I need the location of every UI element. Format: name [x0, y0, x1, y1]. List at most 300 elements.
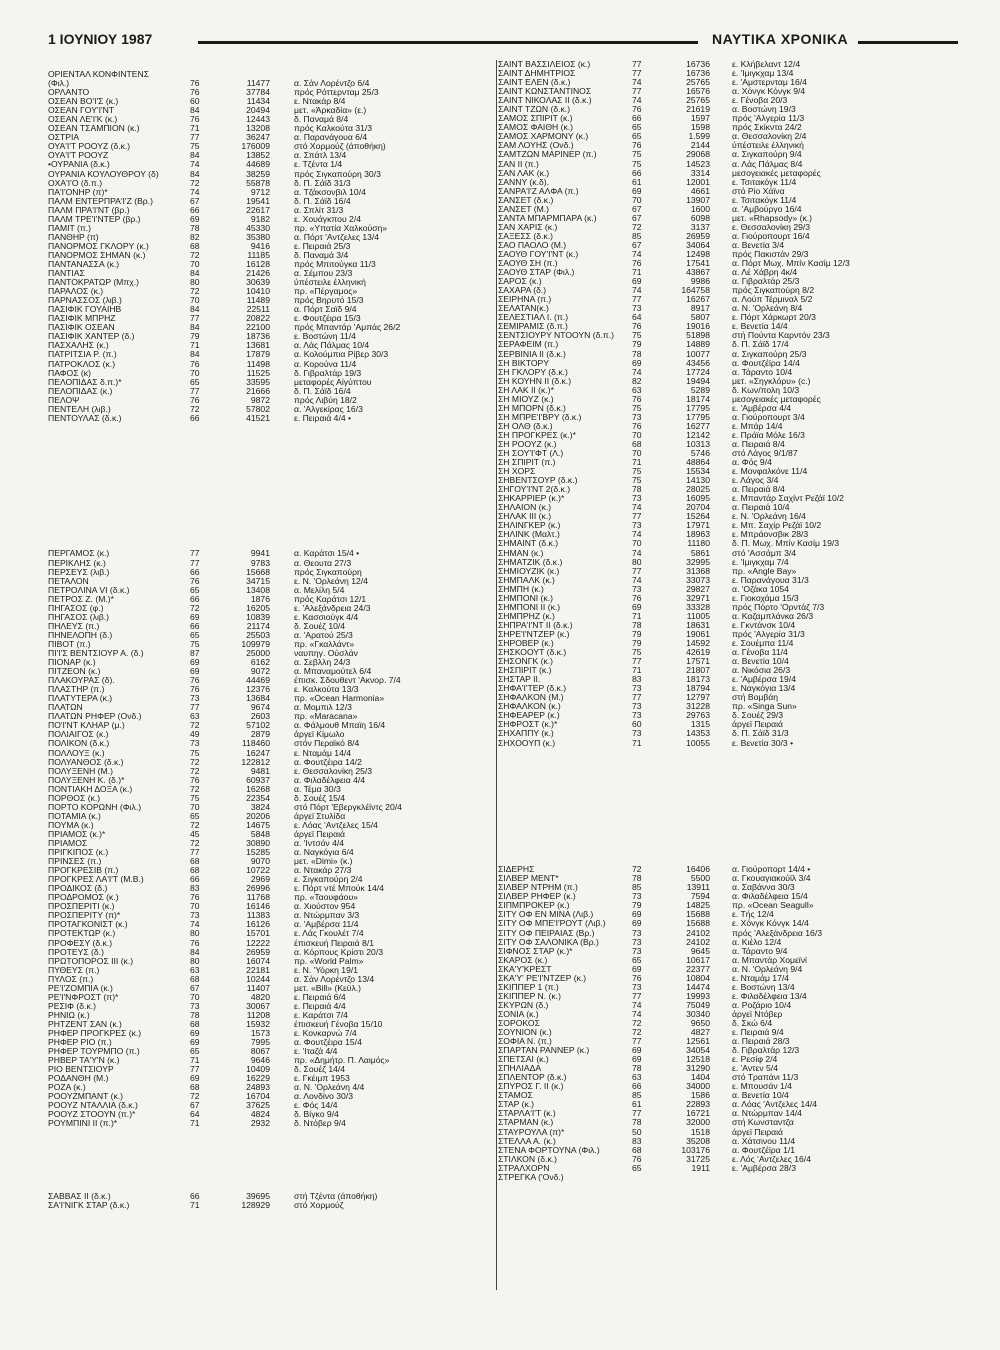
ship-status: ε. Μονφαλκόνε 11/4 — [732, 467, 808, 477]
gross-tonnage: 21426 — [246, 269, 270, 279]
ship-entry-row — [48, 984, 488, 993]
ship-entry-row — [48, 531, 488, 540]
ship-status: ε. Καράτσι 7/4 — [294, 1010, 348, 1020]
gross-tonnage: 11477 — [246, 79, 270, 89]
ship-name: ΣΑΟΥΘ ΣΤΑΡ (Φιλ.) — [498, 268, 575, 278]
ship-name: ΣΤΑΡ (κ.) — [498, 1100, 535, 1110]
build-year — [632, 811, 666, 820]
build-year: 63 — [632, 1073, 642, 1083]
gross-tonnage: 16721 — [686, 1109, 710, 1119]
gross-tonnage: 21807 — [686, 666, 710, 676]
gross-tonnage: 29763 — [686, 711, 710, 721]
ship-entry-row — [48, 1074, 488, 1083]
ship-name: ΡΗΝΙΩ (κ.) — [48, 1010, 90, 1020]
ship-status: ε. Ρεσίφ 2/4 — [732, 1055, 778, 1065]
ship-name: ΠΕΤΡΟΛΙΝΑ VI (δ.κ.) — [48, 585, 130, 595]
build-year — [190, 495, 224, 504]
build-year — [190, 1174, 224, 1183]
ship-entry-row — [48, 79, 488, 88]
ship-name: ΠΟΛΥΞΕΝΗ (Μ.) — [48, 766, 113, 776]
ship-status — [732, 829, 954, 838]
ship-status: α. Θεσσαλονίκη 2/4 — [732, 132, 807, 142]
gross-tonnage: 20822 — [246, 314, 270, 324]
ship-list-right-column — [498, 60, 954, 1182]
ship-name: ΣΗΜΠΟΝΙ (κ.) — [498, 593, 553, 603]
ship-entry-row — [498, 1010, 954, 1019]
build-year: 84 — [190, 350, 200, 360]
gross-tonnage: 16736 — [686, 60, 710, 69]
ship-name: ΣΑΒΒΑΣ II (δ.κ.) — [48, 1191, 111, 1201]
ship-entry-row — [48, 730, 488, 739]
build-year: 69 — [632, 964, 642, 974]
build-year: 84 — [190, 269, 200, 279]
ship-status: ε. Νταμάμ 17/4 — [732, 973, 790, 983]
ship-status: ε. Γκέιμπ 1953 — [294, 1074, 350, 1084]
ship-name: ΟΣΤΡΙΑ — [48, 133, 80, 143]
ship-name: ΠΟ'Ι'ΝΤ ΚΛΗΑΡ (μ.) — [48, 721, 125, 731]
gross-tonnage: 1.599 — [688, 132, 710, 142]
ship-status: α. Σπάτλ 13/4 — [294, 151, 347, 161]
ship-entry-row — [498, 205, 954, 214]
build-year: 83 — [190, 884, 200, 894]
ship-status: α. Τζάκσονβιλ 10/4 — [294, 187, 366, 197]
gross-tonnage: 9070 — [250, 857, 270, 867]
build-year: 69 — [632, 358, 642, 368]
ship-entry-row — [498, 974, 954, 983]
ship-entry-row — [498, 521, 954, 530]
gross-tonnage: 19541 — [246, 196, 270, 206]
ship-entry-row — [48, 1174, 488, 1183]
ship-name: ΣΑΟ ΠΑΟΛΟ (Μ.) — [498, 240, 567, 250]
ship-status: δ. Κων/πολη 10/3 — [732, 385, 800, 395]
gross-tonnage — [224, 540, 294, 549]
ship-status: στή Τζέντα (άποθήκη) — [294, 1191, 378, 1201]
build-year: 76 — [632, 141, 642, 151]
build-year: 76 — [632, 322, 642, 332]
ship-name — [48, 423, 190, 432]
ship-name: ΣΑΟΥΘ ΣΗ (π.) — [498, 259, 558, 269]
build-year — [190, 468, 224, 477]
ship-status: άργεϊ Πειραιά — [732, 1127, 783, 1137]
ship-name: ΟΥΑ'Ι'Τ ΡΟΟΥΖ — [48, 151, 109, 161]
ship-name: ΣΠΗΛΙΑΔΑ — [498, 1064, 542, 1074]
gross-tonnage: 14889 — [686, 340, 710, 350]
ship-name: ΣΗ ΜΠΡΕ'Ι'ΒΡΥ (δ.κ.) — [498, 412, 582, 422]
ship-name — [48, 450, 190, 459]
ship-name: ΠΛΑΣΤΗΡ (π.) — [48, 685, 105, 695]
ship-status — [294, 504, 488, 513]
build-year — [632, 775, 666, 784]
gross-tonnage: 20704 — [686, 503, 710, 513]
gross-tonnage: 16267 — [686, 295, 710, 305]
build-year: 66 — [190, 413, 200, 423]
ship-status: ε. Χουάγκπου 2/4 — [294, 214, 362, 224]
ship-status: ε. Τζέντα 1/4 — [294, 160, 343, 170]
ship-entry-row — [498, 277, 954, 286]
ship-entry-row — [498, 96, 954, 105]
ship-status: α. Χόνγκ Κόνγκ 9/4 — [732, 87, 806, 97]
gross-tonnage: 36247 — [246, 133, 270, 143]
ship-name: ΡΟΟΥΖ ΣΤΟΟΥΝ (π.)* — [48, 1110, 136, 1120]
ship-name: ΣΤΕΝΑ ΦΟΡΤΟΥΝΑ (Φιλ.) — [498, 1145, 600, 1155]
page-header — [0, 0, 1000, 50]
ship-name — [498, 856, 632, 865]
ship-entry-row — [48, 685, 488, 694]
ship-entry-row — [48, 124, 488, 133]
ship-entry-row — [48, 142, 488, 151]
ship-name — [498, 793, 632, 802]
ship-status: α. Ντώρμπαν 14/4 — [732, 1109, 802, 1119]
gross-tonnage: 4824 — [250, 1110, 270, 1120]
ship-name — [48, 432, 190, 441]
ship-name: ΠΡΙΝΣΕΣ (π.) — [48, 857, 102, 867]
gross-tonnage: 33073 — [686, 575, 710, 585]
ship-entry-row — [48, 1183, 488, 1192]
ship-entry-row — [48, 314, 488, 323]
ship-status: στή Βομβάη — [732, 693, 779, 703]
gross-tonnage: 15534 — [686, 467, 710, 477]
ship-entry-row — [498, 241, 954, 250]
ship-status — [732, 793, 954, 802]
build-year: 75 — [190, 793, 200, 803]
ship-status — [294, 1147, 488, 1156]
gross-tonnage: 22893 — [686, 1100, 710, 1110]
ship-entry-row — [498, 458, 954, 467]
ship-entry-row — [48, 513, 488, 522]
ship-entry-row — [48, 694, 488, 703]
ship-status: ε. Πόρτ Χάρκωρτ 20/3 — [732, 313, 816, 323]
ship-entry-row — [498, 1028, 954, 1037]
ship-status: α. Φός 9/4 — [732, 458, 772, 468]
gross-tonnage: 4827 — [690, 1028, 710, 1038]
build-year: 78 — [632, 620, 642, 630]
gross-tonnage: 11005 — [686, 611, 710, 621]
ship-status: ε. Θεσσαλονίκη 29/3 — [732, 222, 811, 232]
build-year: 76 — [190, 395, 200, 405]
ship-status: α. Σιγκαπούρη 9/4 — [732, 150, 802, 160]
build-year: 72 — [632, 865, 642, 875]
ship-name: ΣΠΛΕΝΤΟΡ (δ.κ.) — [498, 1073, 567, 1083]
gross-tonnage: 44469 — [246, 676, 270, 686]
build-year: 73 — [632, 729, 642, 739]
ship-entry-row — [48, 631, 488, 640]
ship-entry-row — [48, 70, 488, 79]
ship-entry-row — [48, 206, 488, 215]
ship-status: α. Νικόσια 26/3 — [732, 666, 791, 676]
build-year: 50 — [632, 1127, 642, 1137]
ship-entry-row — [48, 160, 488, 169]
gross-tonnage: 16576 — [686, 87, 710, 97]
ship-status: α. Σάν Λορέντζο 6/4 — [294, 79, 370, 89]
build-year: 77 — [632, 1037, 642, 1047]
ship-status: πρ. «Υπατία Χαλκούση» — [294, 223, 388, 233]
ship-entry-row — [498, 1128, 954, 1137]
column-divider — [496, 60, 497, 1290]
gross-tonnage: 20494 — [246, 106, 270, 116]
ship-name: ΣΕΛΕΣΤΙΑΛ Ι. (π.) — [498, 313, 569, 323]
ship-name: ΟΣΕΑΝ ΤΣΑΜΠΙΟΝ (κ.) — [48, 124, 140, 134]
ship-entry-row — [498, 775, 954, 784]
build-year: 78 — [190, 223, 200, 233]
ship-name: ΣΟΦΙΑ Ν. (π.) — [498, 1037, 552, 1047]
ship-entry-row — [48, 1147, 488, 1156]
build-year: 84 — [190, 305, 200, 315]
ship-name: ΠΡΙΑΜΟΣ (κ.)* — [48, 829, 106, 839]
ship-status: α. Καράτσι 15/4 • — [294, 549, 360, 559]
gross-tonnage: 30890 — [246, 838, 270, 848]
build-year: 65 — [632, 955, 642, 965]
ship-status: ε. 'Αμβέρσα 28/3 — [732, 1163, 796, 1173]
ship-name: ΠΑΝΤΙΑΣ — [48, 269, 85, 279]
ship-status: ε. Καλκούτα 13/3 — [294, 685, 359, 695]
ship-status: δ. Π. Σάϊδ 16/4 — [294, 196, 351, 206]
ship-name — [48, 522, 190, 531]
ship-status: ε. 'Αμβέρσα 4/4 — [732, 403, 792, 413]
ship-status: α. Γένοβα 11/4 — [732, 648, 788, 658]
build-year: 69 — [190, 214, 200, 224]
ship-name: ΠΟΝΤΙΑΚΗ ΔΟΞΑ (κ.) — [48, 784, 133, 794]
gross-tonnage: 34064 — [686, 240, 710, 250]
build-year: 73 — [632, 937, 642, 947]
build-year: 73 — [632, 982, 642, 992]
ship-name: ΣΗΜΑΝ (κ.) — [498, 548, 544, 558]
ship-entry-row — [48, 975, 488, 984]
build-year: 66 — [190, 567, 200, 577]
ship-name: ΠΙΟΝΑΡ (κ.) — [48, 658, 96, 668]
gross-tonnage: 16247 — [246, 748, 270, 758]
ship-status: α. Πόρτ Μωχ. Μπίν Κασίμ 12/3 — [732, 259, 850, 269]
ship-status: ε. Χόνγκ Κόνγκ 14/4 — [732, 919, 809, 929]
ship-status: α. Πειραιά 10/4 — [732, 503, 790, 513]
gross-tonnage: 11525 — [246, 368, 270, 378]
ship-status — [294, 1165, 488, 1174]
gross-tonnage: 12443 — [246, 115, 270, 125]
ship-entry-row — [48, 1128, 488, 1137]
ship-name: ΡΗΒΕΡ ΤΑ'Υ'Ν (κ.) — [48, 1056, 120, 1066]
ship-status — [294, 1138, 488, 1147]
gross-tonnage: 10409 — [246, 1065, 270, 1075]
ship-entry-row — [48, 269, 488, 278]
ship-status: ε. Κονκαρνώ 7/4 — [294, 1028, 357, 1038]
build-year: 60 — [190, 97, 200, 107]
ship-status: ε. 'Αλεξάνδρεια 24/3 — [294, 603, 371, 613]
ship-status — [294, 1183, 488, 1192]
build-year: 70 — [190, 902, 200, 912]
ship-entry-row — [48, 667, 488, 676]
ship-name — [48, 468, 190, 477]
ship-entry-row — [48, 423, 488, 432]
build-year: 73 — [190, 739, 200, 749]
ship-entry-row — [498, 150, 954, 159]
ship-status: ε. Γκντάνσκ 10/4 — [732, 620, 796, 630]
build-year — [632, 838, 666, 847]
ship-status: δ. Σουέζ 15/4 — [294, 793, 346, 803]
build-year: 75 — [190, 639, 200, 649]
gross-tonnage — [224, 1183, 294, 1192]
ship-entry-row — [48, 604, 488, 613]
ship-entry-row — [498, 1001, 954, 1010]
gross-tonnage: 16095 — [686, 494, 710, 504]
ship-entry-row — [48, 378, 488, 387]
ship-status: ε. Πειραιά 9/4 — [732, 1028, 784, 1038]
ship-entry-row — [498, 929, 954, 938]
ship-entry-row — [48, 794, 488, 803]
ship-name — [48, 1174, 190, 1183]
ship-entry-row — [498, 313, 954, 322]
ship-entry-row — [498, 983, 954, 992]
ship-entry-row — [498, 60, 954, 69]
ship-entry-row — [498, 874, 954, 883]
gross-tonnage: 164758 — [681, 286, 710, 296]
ship-name — [48, 504, 190, 513]
ship-entry-row — [498, 666, 954, 675]
ship-status: ε. Τσιτακόγκ 11/4 — [732, 177, 797, 187]
ship-name — [498, 784, 632, 793]
ship-entry-row — [48, 369, 488, 378]
ship-name: ΣΑΝΤΑ ΜΠΑΡΜΠΑΡΑ (κ.) — [498, 213, 597, 223]
ship-name: ΣΗΚΑΡΡΙΕΡ (κ.)* — [498, 494, 565, 504]
gross-tonnage: 13681 — [246, 341, 270, 351]
ship-status: α. Χάτσινου 11/4 — [732, 1136, 796, 1146]
ship-status: ε. Βενετία 30/3 • — [732, 738, 794, 748]
build-year — [190, 1165, 224, 1174]
ship-entry-row — [498, 856, 954, 865]
gross-tonnage: 9872 — [250, 395, 270, 405]
ship-entry-row — [48, 776, 488, 785]
ship-entry-row — [498, 748, 954, 757]
ship-name: ΣΙΛΒΕΡ ΜΕΝΤ* — [498, 874, 559, 884]
gross-tonnage: 43867 — [686, 268, 710, 278]
build-year: 68 — [190, 241, 200, 251]
ship-status: α. Παρανάγουα 6/4 — [294, 133, 368, 143]
gross-tonnage: 24102 — [686, 937, 710, 947]
gross-tonnage: 16268 — [246, 784, 270, 794]
build-year: 74 — [632, 286, 642, 296]
build-year: 74 — [190, 187, 200, 197]
build-year: 69 — [190, 1038, 200, 1048]
build-year: 77 — [632, 991, 642, 1001]
ship-status: πρ. «Maracana» — [294, 712, 358, 722]
build-year: 79 — [632, 629, 642, 639]
gross-tonnage: 11434 — [246, 97, 270, 107]
ship-entry-row — [498, 494, 954, 503]
ship-status — [732, 811, 954, 820]
gross-tonnage: 1600 — [690, 204, 710, 214]
ship-status: α. Πειραιά 8/4 — [732, 439, 785, 449]
ship-status: α. Βενετία 3/4 — [732, 240, 785, 250]
ship-status: α. Φουτζέιρα 14/2 — [294, 757, 362, 767]
ship-name: ΣΗ ΚΟΥΗΝ ΙΙ (δ.κ.) — [498, 376, 572, 386]
ship-entry-row — [48, 179, 488, 188]
gross-tonnage: 12376 — [246, 685, 270, 695]
build-year: 61 — [632, 177, 642, 187]
gross-tonnage: 5848 — [250, 829, 270, 839]
ship-entry-row — [48, 920, 488, 929]
ship-name: ΣΗΜΠΟΝΙ ΙΙ (κ.) — [498, 602, 561, 612]
ship-status: α. Ντώρμπαν 3/3 — [294, 911, 360, 921]
ship-entry-row — [498, 232, 954, 241]
ship-entry-row — [48, 1138, 488, 1147]
ship-entry-row — [48, 640, 488, 649]
ship-name: ΠΑΤΡΟΚΛΟΣ (κ.) — [48, 359, 116, 369]
gross-tonnage — [666, 820, 732, 829]
ship-status: δ. Π. Σάϊδ 31/3 — [294, 178, 351, 188]
ship-status: α. Ντακάρ 27/3 — [294, 866, 352, 876]
ship-name: ΣΤΙΛΚΟΝ (δ.κ.) — [498, 1154, 558, 1164]
build-year: 65 — [190, 585, 200, 595]
ship-name: ΠΟΛΥΞΕΝΗ Κ. (δ.)* — [48, 775, 125, 785]
ship-entry-row — [498, 286, 954, 295]
ship-entry-row — [48, 568, 488, 577]
ship-status: ε. Πειραιά 4/4 • — [294, 413, 352, 423]
ship-name: ΡΕ'Ι'ΖΟΜΠΙΑ (κ.) — [48, 983, 113, 993]
ship-name: ΣΚΑΡΟΣ (κ.) — [498, 955, 548, 965]
ship-entry-row — [498, 1046, 954, 1055]
ship-entry-row — [48, 477, 488, 486]
ship-name: ΣΗΒΕΝΤΣΟΥΡ (δ.κ.) — [498, 476, 578, 486]
build-year: 72 — [190, 838, 200, 848]
build-year — [190, 441, 224, 450]
ship-name: ΡΗΤΖΕΝΤ ΣΑΝ (κ.) — [48, 1019, 122, 1029]
ship-entry-row — [48, 839, 488, 848]
ship-entry-row — [498, 1155, 954, 1164]
ship-name: ΠΡΙΓΚΙΠΟΣ (κ.) — [48, 848, 109, 858]
ship-name: ΣΗ ΓΚΛΟΡΥ (δ.κ.) — [498, 367, 568, 377]
ship-status: άργεϊ Ντόβερ — [732, 1009, 783, 1019]
gross-tonnage: 15668 — [246, 567, 270, 577]
ship-name: ΣΗ ΡΟΟΥΖ (κ.) — [498, 439, 557, 449]
gross-tonnage: 29827 — [686, 584, 710, 594]
build-year: 76 — [190, 115, 200, 125]
build-year: 64 — [632, 313, 642, 323]
build-year: 74 — [632, 575, 642, 585]
gross-tonnage: 11180 — [687, 539, 710, 549]
ship-status: στό Χορμούζ — [294, 1200, 344, 1210]
ship-status — [732, 838, 954, 847]
ship-entry-row — [48, 622, 488, 631]
ship-name: ΣΗ ΜΙΟΥΖ (κ.) — [498, 394, 554, 404]
ship-name: ΡΟΖΑ (κ.) — [48, 1083, 86, 1093]
ship-status: α. Λούπ Τέρμιναλ 5/2 — [732, 295, 813, 305]
ship-entry-row — [48, 251, 488, 260]
ship-name: ΣΟΝΙΑ (κ.) — [498, 1009, 539, 1019]
build-year: 71 — [190, 1200, 200, 1210]
gross-tonnage — [224, 450, 294, 459]
ship-name: ΠΑΝΤΑΝΑΣΣΑ (κ.) — [48, 259, 120, 269]
ship-name: ΣΗΣΤΑΡ ΙΙ. — [498, 675, 541, 685]
ship-status: α. Μπαναμούτελ 6/4 — [294, 667, 372, 677]
build-year: 73 — [190, 1001, 200, 1011]
build-year: 71 — [190, 1119, 200, 1129]
ship-entry-row — [498, 105, 954, 114]
build-year: 75 — [632, 476, 642, 486]
ship-entry-row — [498, 639, 954, 648]
ship-name — [48, 1165, 190, 1174]
ship-status: ε. 'Ιμιγκχαμ 7/4 — [732, 557, 789, 567]
build-year: 74 — [632, 548, 642, 558]
ship-entry-row — [498, 440, 954, 449]
ship-entry-row — [498, 250, 954, 259]
ship-status: ύπέστειλε έλληνική — [732, 141, 804, 151]
build-year: 76 — [190, 893, 200, 903]
gross-tonnage — [224, 432, 294, 441]
ship-name: ΣΙΤΥ ΟΦ ΜΠΕ'Ι'ΡΟΥΤ (Λιβ.) — [498, 919, 606, 929]
ship-entry-row — [498, 78, 954, 87]
ship-status — [294, 1128, 488, 1137]
ship-name: ΣΗ ΒΙΚΤΟΡΥ — [498, 358, 550, 368]
build-year: 71 — [190, 124, 200, 134]
issue-date: 1 ΙΟΥΝΙΟΥ 1987 — [48, 31, 153, 47]
